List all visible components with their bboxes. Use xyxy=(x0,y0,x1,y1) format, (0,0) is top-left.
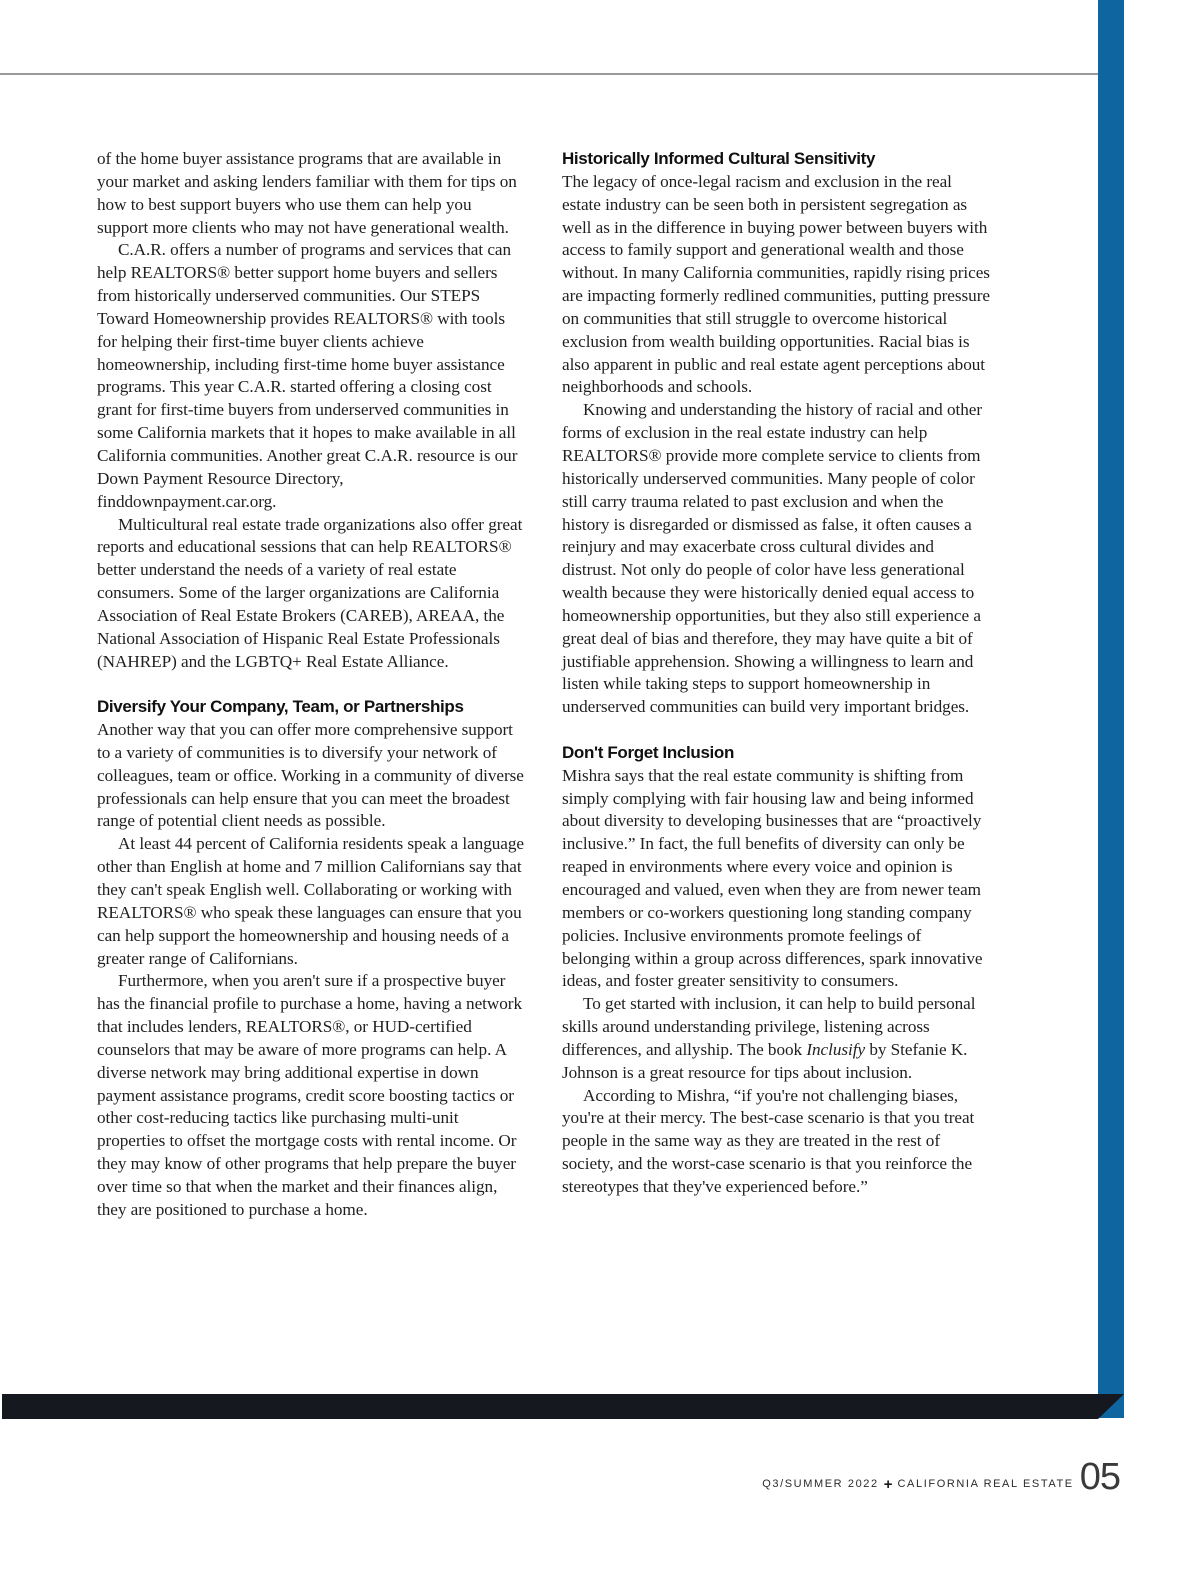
page-footer xyxy=(762,1456,1120,1498)
section-heading: Historically Informed Cultural Sensitivity xyxy=(562,149,876,168)
body-paragraph xyxy=(562,993,990,1084)
body-paragraph: Mishra says that the real estate community is shifting from simply complying with fair housing law and being informed about diversity to developing businesses that are “proactively inclusive.” In fact, the full benefits of diversity can only be reaped in environments where every voice and opinion is encouraged and valued, even when they are from newer team members or co-workers questioning long standing company policies. Inclusive environments promote feelings of belonging within a group across differences, spark innovative ideas, and foster greater sensitivity to consumers. xyxy=(562,765,983,991)
bottom-dark-band xyxy=(2,1394,1098,1419)
body-paragraph: Furthermore, when you aren't sure if a prospective buyer has the financial profile to purchase a home, having a network that includes lenders, REALTORS®, or HUD-certified counselors that may be aware of more programs can help. A diverse network may bring additional expertise in down payment assistance programs, credit score boosting tactics or other cost-reducing tactics like purchasing multi-unit properties to offset the mortgage costs with rental income. Or they may know of other programs that help prepare the buyer over time so that when the market and their finances align, they are positioned to purchase a home. xyxy=(97,971,523,1219)
body-paragraph: Knowing and understanding the history of racial and other forms of exclusion in the real estate industry can help REALTORS® provide more complete service to clients from historically underserved communities. Many people of color still carry trauma related to past exclusion and when the history is disregarded or dismissed as false, it often causes a reinjury and may exacerbate cross cultural divides and distrust. Not only do people of color have less generational wealth because they were historically denied equal access to homeownership opportunities, but they also still experience a great deal of bias and therefore, they may have quite a bit of justifiable apprehension. Showing a willingness to learn and listen while taking steps to support homeownership in underserved communities can build very important bridges. xyxy=(562,400,983,717)
issue-label: Q3/SUMMER 2022 xyxy=(762,1478,879,1490)
body-paragraph: The legacy of once-legal racism and exclusion in the real estate industry can be seen both in persistent segregation as well as in the difference in buying power between buyers with access to family support and generational wealth and those without. In many California communities, rapidly rising prices are impacting formerly redlined communities, putting pressure on communities that still struggle to overcome historical exclusion from wealth building opportunities. Racial bias is also apparent in public and real estate agent perceptions about neighborhoods and schools. xyxy=(562,171,990,397)
left-article-column xyxy=(97,148,525,1222)
right-article-column xyxy=(562,148,990,1199)
paragraph-text: To get started with inclusion, it can help to build personal skills around understanding privilege, listening across differences, and allyship. The book xyxy=(562,994,976,1059)
body-paragraph: Multicultural real estate trade organizations also offer great reports and educational sessions that can help REALTORS® better understand the needs of a variety of real estate consumers. Some of the larger organizations are California Association of Real Estate Brokers (CAREB), AREAA, the National Association of Hispanic Real Estate Professionals (NAHREP) and the LGBTQ+ Real Estate Alliance. xyxy=(97,514,523,671)
bottom-band-corner xyxy=(1098,1394,1124,1419)
section-heading: Diversify Your Company, Team, or Partnerships xyxy=(97,697,464,717)
body-paragraph: C.A.R. offers a number of programs and services that can help REALTORS® better support home buyers and sellers from historically underserved communities. Our STEPS Toward Homeownership provides REALTORS® with tools for helping their first-time buyer clients achieve homeownership, including first-time home buyer assistance programs. This year C.A.R. started offering a closing cost grant for first-time buyers from underserved communities in some California markets that it hopes to make available in all California communities. Another great C.A.R. resource is our Down Payment Resource Directory, finddownpayment.car.org. xyxy=(97,240,518,511)
body-paragraph: Another way that you can offer more comprehensive support to a variety of communities is to diversify your network of colleagues, team or office. Working in a community of diverse professionals can help ensure that you can meet the broadest range of potential client needs as possible. xyxy=(97,720,524,831)
page-number: 05 xyxy=(1079,1456,1120,1498)
publication-name: CALIFORNIA REAL ESTATE xyxy=(897,1478,1074,1490)
top-divider-rule xyxy=(0,73,1098,75)
blue-edge-band xyxy=(1098,0,1124,1418)
paragraph-text: by Stefanie K. Johnson is a great resource for tips about inclusion. xyxy=(562,1039,968,1082)
book-title: Inclusify xyxy=(806,1039,866,1059)
section-heading: Don't Forget Inclusion xyxy=(562,742,734,762)
body-paragraph: At least 44 percent of California residents speak a language other than English at home and 7 million Californians say that they can't speak English well. Collaborating or working with REALTORS® who speak these languages can ensure that you can help support the homeownership and housing needs of a greater range of Californians. xyxy=(97,834,525,968)
body-paragraph: of the home buyer assistance programs that are available in your market and asking lenders familiar with them for tips on how to best support buyers who use them can help you support more clients who may not have generational wealth. xyxy=(97,149,517,237)
body-paragraph: According to Mishra, “if you're not challenging biases, you're at their mercy. The best-case scenario is that you treat people in the same way as they are treated in the rest of society, and the worst-case scenario is that you reinforce the stereotypes that they've experienced before.” xyxy=(562,1085,975,1196)
plus-separator-icon: + xyxy=(883,1476,893,1493)
